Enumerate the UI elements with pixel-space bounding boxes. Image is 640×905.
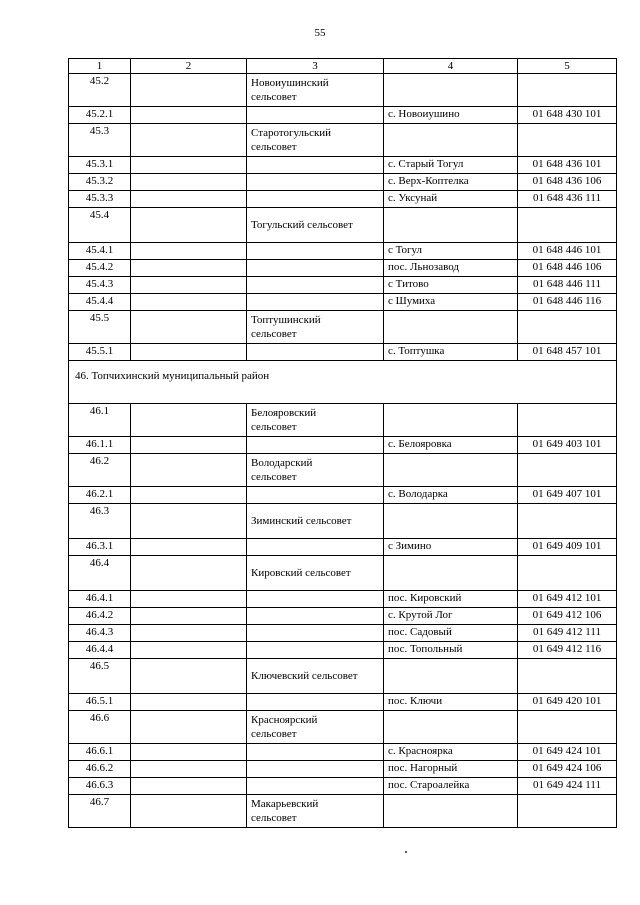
empty-cell — [131, 608, 247, 625]
settlement-name-cell: с. Белояровка — [384, 437, 518, 454]
oktmo-code-cell — [518, 404, 617, 437]
code-cell: 46.1 — [69, 404, 131, 437]
empty-cell — [247, 761, 384, 778]
empty-cell — [247, 642, 384, 659]
column-header: 1 — [69, 59, 131, 74]
code-cell: 46.3 — [69, 504, 131, 539]
table-header-row — [69, 59, 617, 74]
council-name-cell — [247, 124, 384, 157]
oktmo-code-cell: 01 648 446 106 — [518, 260, 617, 277]
column-header: 2 — [131, 59, 247, 74]
council-name-cell: Ключевский сельсовет — [247, 659, 384, 694]
settlement-name-cell — [384, 74, 518, 107]
code-cell: 45.2.1 — [69, 107, 131, 124]
council-row — [69, 124, 617, 157]
empty-cell — [131, 539, 247, 556]
empty-cell — [131, 659, 247, 694]
empty-cell — [131, 778, 247, 795]
empty-cell — [131, 404, 247, 437]
empty-cell — [247, 174, 384, 191]
empty-cell — [131, 711, 247, 744]
settlement-name-cell: пос. Садовый — [384, 625, 518, 642]
code-cell: 45.4.3 — [69, 277, 131, 294]
code-cell: 46.6 — [69, 711, 131, 744]
council-name-cell — [247, 311, 384, 344]
code-cell: 46.2.1 — [69, 487, 131, 504]
oktmo-code-cell — [518, 504, 617, 539]
settlement-name-cell: пос. Льнозавод — [384, 260, 518, 277]
district-row — [69, 361, 617, 404]
empty-cell — [247, 487, 384, 504]
settlement-name-cell — [384, 659, 518, 694]
oktmo-code-cell: 01 649 407 101 — [518, 487, 617, 504]
council-name-line: сельсовет — [251, 812, 297, 824]
council-name-cell: Зиминский сельсовет — [247, 504, 384, 539]
oktmo-code-cell — [518, 454, 617, 487]
settlement-row — [69, 487, 617, 504]
empty-cell — [131, 454, 247, 487]
oktmo-code-cell: 01 648 436 111 — [518, 191, 617, 208]
empty-cell — [131, 277, 247, 294]
code-cell: 45.2 — [69, 74, 131, 107]
settlement-name-cell: с. Крутой Лог — [384, 608, 518, 625]
oktmo-code-cell — [518, 124, 617, 157]
code-cell: 45.3 — [69, 124, 131, 157]
empty-cell — [247, 107, 384, 124]
oktmo-code-cell: 01 649 412 106 — [518, 608, 617, 625]
empty-cell — [131, 625, 247, 642]
settlement-row — [69, 107, 617, 124]
oktmo-code-cell: 01 649 420 101 — [518, 694, 617, 711]
oktmo-code-cell — [518, 208, 617, 243]
settlement-row — [69, 191, 617, 208]
code-cell: 46.4.1 — [69, 591, 131, 608]
settlement-name-cell: с. Володарка — [384, 487, 518, 504]
empty-cell — [131, 744, 247, 761]
page-number: 55 — [314, 27, 326, 39]
empty-cell — [131, 243, 247, 260]
council-row — [69, 74, 617, 107]
council-row — [69, 556, 617, 591]
council-name-line: Старотогульский — [251, 127, 332, 139]
council-name-line: Новоиушинский — [251, 77, 329, 89]
council-name-cell: Тогульский сельсовет — [247, 208, 384, 243]
oktmo-code-cell: 01 648 446 116 — [518, 294, 617, 311]
settlement-name-cell: пос. Кировский — [384, 591, 518, 608]
empty-cell — [131, 437, 247, 454]
code-cell: 45.4 — [69, 208, 131, 243]
oktmo-code-cell — [518, 795, 617, 828]
empty-cell — [131, 761, 247, 778]
empty-cell — [247, 437, 384, 454]
council-name-cell: Кировский сельсовет — [247, 556, 384, 591]
empty-cell — [131, 311, 247, 344]
settlement-name-cell — [384, 711, 518, 744]
council-row — [69, 795, 617, 828]
settlement-row — [69, 744, 617, 761]
empty-cell — [131, 124, 247, 157]
page-mark — [405, 851, 407, 853]
empty-cell — [247, 591, 384, 608]
empty-cell — [247, 344, 384, 361]
code-cell: 45.5 — [69, 311, 131, 344]
settlement-name-cell: с. Топтушка — [384, 344, 518, 361]
column-header: 5 — [518, 59, 617, 74]
settlement-name-cell: с Шумиха — [384, 294, 518, 311]
settlement-name-cell: пос. Топольный — [384, 642, 518, 659]
oktmo-code-cell: 01 648 436 106 — [518, 174, 617, 191]
code-cell: 46.5 — [69, 659, 131, 694]
settlement-name-cell: пос. Ключи — [384, 694, 518, 711]
empty-cell — [131, 694, 247, 711]
oktmo-code-cell: 01 648 446 111 — [518, 277, 617, 294]
code-cell: 45.3.3 — [69, 191, 131, 208]
empty-cell — [131, 74, 247, 107]
council-name-line: Красноярский — [251, 714, 318, 726]
oktmo-code-cell — [518, 556, 617, 591]
oktmo-code-cell: 01 648 436 101 — [518, 157, 617, 174]
settlement-row — [69, 260, 617, 277]
oktmo-code-cell: 01 649 403 101 — [518, 437, 617, 454]
settlement-row — [69, 642, 617, 659]
empty-cell — [247, 778, 384, 795]
settlement-name-cell: с. Новоиушино — [384, 107, 518, 124]
code-cell: 46.6.2 — [69, 761, 131, 778]
oktmo-code-cell — [518, 74, 617, 107]
oktmo-code-cell: 01 649 409 101 — [518, 539, 617, 556]
code-cell: 45.3.1 — [69, 157, 131, 174]
council-name-cell — [247, 454, 384, 487]
oktmo-code-cell: 01 649 424 106 — [518, 761, 617, 778]
settlement-name-cell: с Титово — [384, 277, 518, 294]
council-name-line: сельсовет — [251, 421, 297, 433]
code-cell: 46.2 — [69, 454, 131, 487]
council-row — [69, 659, 617, 694]
council-name-cell — [247, 711, 384, 744]
council-row — [69, 454, 617, 487]
settlement-row — [69, 761, 617, 778]
oktmo-code-cell: 01 648 457 101 — [518, 344, 617, 361]
settlement-row — [69, 694, 617, 711]
empty-cell — [247, 191, 384, 208]
empty-cell — [131, 487, 247, 504]
code-cell: 46.6.3 — [69, 778, 131, 795]
oktmo-code-cell: 01 649 412 111 — [518, 625, 617, 642]
empty-cell — [247, 277, 384, 294]
settlements-table — [68, 58, 617, 828]
code-cell: 45.4.4 — [69, 294, 131, 311]
settlement-row — [69, 539, 617, 556]
code-cell: 45.3.2 — [69, 174, 131, 191]
settlement-row — [69, 174, 617, 191]
settlement-name-cell: с. Красноярка — [384, 744, 518, 761]
code-cell: 45.4.2 — [69, 260, 131, 277]
council-name-line: сельсовет — [251, 91, 297, 103]
council-name-cell — [247, 74, 384, 107]
code-cell: 46.1.1 — [69, 437, 131, 454]
council-name-line: сельсовет — [251, 141, 297, 153]
code-cell: 46.4.4 — [69, 642, 131, 659]
code-cell: 46.4 — [69, 556, 131, 591]
empty-cell — [247, 608, 384, 625]
settlement-row — [69, 294, 617, 311]
empty-cell — [131, 294, 247, 311]
council-row — [69, 711, 617, 744]
oktmo-code-cell: 01 649 424 111 — [518, 778, 617, 795]
council-name-line: сельсовет — [251, 328, 297, 340]
empty-cell — [131, 191, 247, 208]
empty-cell — [247, 744, 384, 761]
council-row — [69, 404, 617, 437]
empty-cell — [131, 795, 247, 828]
column-header: 4 — [384, 59, 518, 74]
oktmo-code-cell: 01 649 412 116 — [518, 642, 617, 659]
council-row — [69, 208, 617, 243]
settlement-name-cell — [384, 556, 518, 591]
settlement-name-cell: пос. Нагорный — [384, 761, 518, 778]
settlement-row — [69, 778, 617, 795]
settlement-name-cell: пос. Староалейка — [384, 778, 518, 795]
code-cell: 45.5.1 — [69, 344, 131, 361]
council-name-cell — [247, 404, 384, 437]
empty-cell — [131, 107, 247, 124]
council-row — [69, 504, 617, 539]
code-cell: 46.4.3 — [69, 625, 131, 642]
settlement-row — [69, 608, 617, 625]
empty-cell — [131, 344, 247, 361]
empty-cell — [247, 539, 384, 556]
council-name-line: Топтушинский — [251, 314, 321, 326]
oktmo-code-cell — [518, 311, 617, 344]
code-cell: 45.4.1 — [69, 243, 131, 260]
empty-cell — [131, 504, 247, 539]
settlement-name-cell: с Тогул — [384, 243, 518, 260]
settlement-name-cell: с. Уксунай — [384, 191, 518, 208]
settlement-row — [69, 437, 617, 454]
code-cell: 46.4.2 — [69, 608, 131, 625]
council-name-line: Володарский — [251, 457, 313, 469]
empty-cell — [131, 642, 247, 659]
district-heading: 46. Топчихинский муниципальный район — [69, 361, 617, 404]
settlement-name-cell: с. Старый Тогул — [384, 157, 518, 174]
empty-cell — [247, 625, 384, 642]
settlement-row — [69, 591, 617, 608]
empty-cell — [131, 260, 247, 277]
oktmo-code-cell — [518, 659, 617, 694]
settlement-row — [69, 277, 617, 294]
column-header: 3 — [247, 59, 384, 74]
code-cell: 46.5.1 — [69, 694, 131, 711]
settlement-name-cell — [384, 404, 518, 437]
empty-cell — [131, 556, 247, 591]
empty-cell — [247, 260, 384, 277]
settlement-name-cell — [384, 124, 518, 157]
settlement-row — [69, 243, 617, 260]
settlement-name-cell — [384, 454, 518, 487]
empty-cell — [131, 174, 247, 191]
empty-cell — [247, 243, 384, 260]
council-name-line: сельсовет — [251, 728, 297, 740]
council-name-line: Макарьевский — [251, 798, 319, 810]
settlement-name-cell: с Зимино — [384, 539, 518, 556]
settlement-name-cell — [384, 795, 518, 828]
empty-cell — [247, 157, 384, 174]
empty-cell — [247, 294, 384, 311]
code-cell: 46.7 — [69, 795, 131, 828]
oktmo-code-cell: 01 649 412 101 — [518, 591, 617, 608]
council-name-line: сельсовет — [251, 471, 297, 483]
settlement-name-cell — [384, 208, 518, 243]
empty-cell — [131, 208, 247, 243]
settlement-name-cell — [384, 504, 518, 539]
settlement-row — [69, 157, 617, 174]
oktmo-code-cell: 01 648 430 101 — [518, 107, 617, 124]
empty-cell — [131, 157, 247, 174]
empty-cell — [131, 591, 247, 608]
code-cell: 46.6.1 — [69, 744, 131, 761]
oktmo-code-cell: 01 648 446 101 — [518, 243, 617, 260]
settlement-name-cell: с. Верх-Коптелка — [384, 174, 518, 191]
settlement-row — [69, 344, 617, 361]
oktmo-code-cell: 01 649 424 101 — [518, 744, 617, 761]
settlement-row — [69, 625, 617, 642]
empty-cell — [247, 694, 384, 711]
settlement-name-cell — [384, 311, 518, 344]
council-name-cell — [247, 795, 384, 828]
oktmo-code-cell — [518, 711, 617, 744]
council-row — [69, 311, 617, 344]
council-name-line: Белояровский — [251, 407, 317, 419]
code-cell: 46.3.1 — [69, 539, 131, 556]
